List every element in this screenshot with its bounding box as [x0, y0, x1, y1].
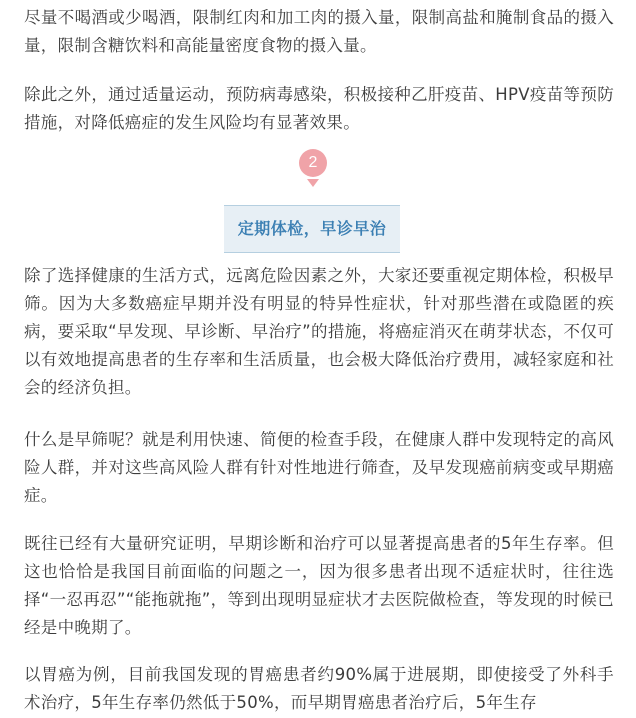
- paragraph-gastric-cancer-example: 以胃癌为例，目前我国发现的胃癌患者约90%属于进展期，即使接受了外科手术治疗，5年生存率仍然低于50%，而早期胃癌患者治疗后，5年生存: [24, 665, 614, 712]
- paragraph-early-diagnosis: 既往已经有大量研究证明，早期诊断和治疗可以显著提高患者的5年生存率。但这也恰恰是我国目前面临的问题之一，因为很多患者出现不适症状时，往往选择“一忍再忍”“能拖就拖”，等到出现明显症状才去医院做检查，等发现的时候已经是中晚期了。: [24, 534, 614, 637]
- paragraph-prevention-measures: 除此之外，通过适量运动，预防病毒感染，积极接种乙肝疫苗、HPV疫苗等预防措施，对降低癌症的发生风险均有显著效果。: [24, 85, 614, 132]
- section-title: 定期体检，早诊早治: [237, 219, 387, 238]
- paragraph-regular-checkup: 除了选择健康的生活方式，远离危险因素之外，大家还要重视定期体检，积极早筛。因为大多数癌症早期并没有明显的特异性症状，针对那些潜在或隐匿的疾病，要采取“早发现、早诊断、早治疗”的措施，将癌症消灭在萌芽状态，不仅可以有效地提高患者的生存率和生活质量，也会极大降低治疗费用，减轻家庭和社会的经济负担。: [24, 266, 614, 397]
- down-triangle-icon: [307, 179, 319, 187]
- section-heading: [224, 205, 400, 253]
- paragraph-what-is-screening: 什么是早筛呢？就是利用快速、简便的检查手段，在健康人群中发现特定的高风险人群，并对这些高风险人群有针对性地进行筛查，及早发现癌前病变或早期癌症。: [24, 430, 614, 505]
- section-number-marker: [299, 149, 327, 189]
- paragraph-diet-advice: 尽量不喝酒或少喝酒，限制红肉和加工肉的摄入量，限制高盐和腌制食品的摄入量，限制含糖饮料和高能量密度食物的摄入量。: [24, 8, 614, 55]
- section-number-badge: 2: [299, 149, 327, 177]
